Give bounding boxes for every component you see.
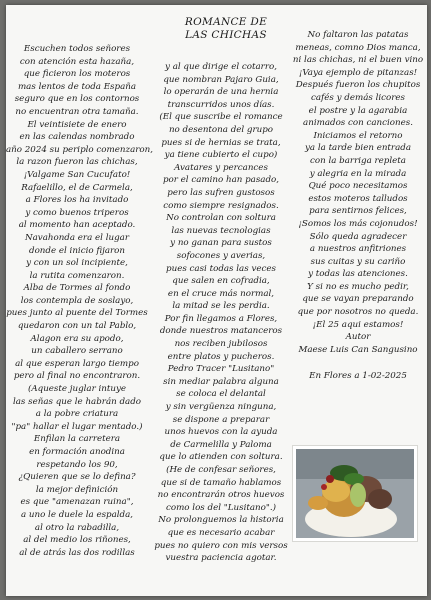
verse-line: y todas las atenciones. bbox=[308, 269, 408, 280]
verse-line: No prolonguemos la historia bbox=[158, 515, 284, 526]
verse-line: pues no quiero con mis versos bbox=[154, 540, 288, 551]
verse-line: al momento han aceptado. bbox=[18, 220, 136, 231]
verse-line: que ficieron los moteros bbox=[23, 69, 131, 80]
verse-line: Avatares y percances bbox=[174, 162, 268, 173]
verse-line: la rutita comenzaron. bbox=[29, 270, 125, 281]
verse-line: ¡Somos los más cojonudos! bbox=[298, 218, 418, 229]
verse-line: el postre y la agarabia bbox=[308, 105, 408, 116]
verse-line: Maese Luis Can Sangusino bbox=[298, 344, 418, 355]
verse-line: nos reciben jubilosos bbox=[174, 339, 268, 350]
verse-line: (He de confesar señores, bbox=[166, 465, 276, 475]
verse-line: animados con canciones. bbox=[303, 118, 413, 129]
verse-line: y como buenos triperos bbox=[25, 207, 129, 218]
verse-line: y sin vergüenza ninguna, bbox=[165, 402, 277, 413]
verse-line: Enfilan la carretera bbox=[33, 434, 121, 445]
verse-line: donde el inicio fijaron bbox=[29, 245, 125, 256]
verse-line: a la pobre criatura bbox=[35, 409, 119, 420]
verse-line: Qué poco necesitamos bbox=[308, 181, 408, 192]
verse-line: Alba de Tormes al fondo bbox=[23, 283, 131, 294]
verse-line: a uno le duele la espalda, bbox=[20, 509, 134, 520]
verse-line: Iniciamos el retorno bbox=[313, 130, 403, 141]
verse-line: Autor bbox=[345, 332, 371, 343]
verse-line: Rafaelillo, el de Carmela, bbox=[21, 182, 133, 193]
verse-line: por el camino han pasado, bbox=[162, 175, 280, 186]
verse-line: No controlan con soltura bbox=[166, 213, 276, 224]
title-line: ROMANCE DE bbox=[184, 16, 268, 28]
verse-line: y al que dirige el cotarro, bbox=[165, 62, 277, 72]
verse-line: quedaron con un tal Pablo, bbox=[17, 321, 137, 332]
verse-line: al otro la rabadilla, bbox=[34, 522, 120, 533]
verse-line: que es necesario acabar bbox=[167, 527, 275, 538]
poem-title bbox=[156, 16, 296, 42]
verse-line: ya tiene cubierto el cupo) bbox=[164, 150, 278, 161]
poem-column-3 bbox=[290, 29, 426, 383]
verse-line: sin mediar palabra alguna bbox=[163, 376, 279, 387]
verse-line: en las calendas nombrado bbox=[19, 132, 135, 143]
verse-line: al de atrás las dos rodillas bbox=[19, 547, 135, 558]
verse-line: las nuevas tecnologias bbox=[171, 225, 271, 236]
verse-line: ¡Valgame San Cucufato! bbox=[23, 169, 131, 180]
verse-line: es que "amenazan ruina", bbox=[20, 497, 134, 508]
verse-line: en formación anodina bbox=[29, 447, 125, 457]
poem-column-2 bbox=[153, 61, 289, 565]
verse-line: a Flores los ha invitado bbox=[25, 195, 129, 206]
verse-line: se dispone a preparar bbox=[172, 414, 270, 425]
verse-line: mas lentos de toda España bbox=[17, 81, 137, 92]
title-line: LAS CHICHAS bbox=[185, 29, 267, 41]
verse-line: Pedro Tracer "Lusitano" bbox=[167, 364, 275, 375]
verse-line: estos moteros talludos bbox=[308, 193, 408, 204]
verse-line: ¡Vaya ejemplo de pitanzas! bbox=[298, 67, 418, 78]
verse-line: un caballero serrano bbox=[31, 346, 123, 357]
verse-line: "pa" hallar el lugar mentado.) bbox=[11, 421, 143, 432]
verse-line: ni las chichas, ni el buen vino bbox=[292, 55, 424, 66]
verse-line: con atención esta hazaña, bbox=[19, 56, 135, 67]
verse-line: vuestra paciencia agotar. bbox=[165, 553, 277, 564]
verse-line: y con un sol incipiente, bbox=[26, 258, 128, 269]
verse-line: pues si de hernias se trata, bbox=[161, 137, 281, 148]
verse-line: (El que suscribe el romance bbox=[159, 112, 283, 123]
plate-of-food-icon bbox=[296, 449, 414, 538]
verse-line: y no ganan para sustos bbox=[170, 238, 272, 249]
verse-line: donde nuestros matanceros bbox=[159, 326, 283, 337]
verse-line: ya la tarde bien entrada bbox=[305, 143, 411, 154]
verse-line: al del medio los riñones, bbox=[23, 535, 131, 546]
poem-column-1 bbox=[6, 43, 153, 559]
verse-line: pero al final no encontraron. bbox=[13, 371, 141, 382]
verse-line: Después fueron los chupitos bbox=[295, 80, 421, 91]
verse-line: cafés y demás licores bbox=[310, 92, 406, 103]
verse-line: las señas que le habrán dado bbox=[12, 396, 142, 407]
verse-line: respetando los 90, bbox=[36, 459, 118, 470]
verse-line: (Aqueste juglar intuye bbox=[27, 384, 127, 395]
verse-line: pues junto al puente del Tormes bbox=[6, 308, 148, 319]
verse-line: que si de tamaño hablamos bbox=[160, 477, 282, 488]
verse-line: la mitad se les perdia. bbox=[172, 301, 270, 312]
food-photo bbox=[292, 445, 418, 542]
verse-line: lo operarán de una hernia bbox=[163, 87, 279, 98]
verse-line: meneas, comno Dios manca, bbox=[295, 42, 421, 53]
verse-line: seguro que en los contornos bbox=[14, 94, 140, 105]
verse-line: El veintisiete de enero bbox=[27, 119, 127, 130]
verse-line: transcurridos unos días. bbox=[167, 99, 275, 110]
verse-line: Sólo queda agradecer bbox=[309, 231, 407, 242]
verse-line: no encuentran otra tamaña. bbox=[15, 106, 139, 117]
verse-line: en el cruce más normal, bbox=[167, 288, 275, 299]
verse-line: ¿Quieren que se lo defina? bbox=[18, 472, 136, 483]
verse-line: al que esperan largo tiempo bbox=[15, 358, 139, 369]
verse-line: los contempla de soslayo, bbox=[20, 295, 134, 306]
verse-line: sus cuitas y su cariño bbox=[310, 256, 406, 267]
verse-line: entre platos y pucheros. bbox=[167, 351, 275, 362]
verse-line: se coloca el delantal bbox=[176, 389, 266, 400]
verse-line: como los del "Lusitano".) bbox=[165, 502, 277, 513]
verse-line: no desentona del grupo bbox=[168, 124, 274, 135]
verse-line: con la barriga repleta bbox=[310, 155, 406, 166]
verse-line: la mejor definición bbox=[35, 484, 119, 495]
verse-line: que salen en cofradia, bbox=[172, 276, 270, 287]
verse-line: año 2024 su periplo comenzaron, bbox=[6, 144, 153, 155]
verse-line: Navahonda era el lugar bbox=[25, 232, 129, 243]
verse-line: Por fin llegamos a Flores, bbox=[164, 313, 278, 324]
verse-line: Escuchen todos señores bbox=[23, 44, 131, 54]
verse-line: no encontrarán otros huevos bbox=[157, 490, 285, 501]
verse-line: a nuestros anfitriones bbox=[309, 244, 407, 255]
verse-line: de Carmelilla y Paloma bbox=[170, 439, 272, 450]
date-line: En Flores a 1-02-2025 bbox=[309, 371, 407, 382]
verse-line: pues casi todas las veces bbox=[166, 263, 276, 274]
verse-line: sofocones y averias, bbox=[176, 250, 266, 261]
verse-line: Alagon era su apodo, bbox=[30, 333, 124, 344]
verse-line: Y si no es mucho pedir, bbox=[307, 281, 409, 292]
verse-line: ¡El 25 aqui estamos! bbox=[312, 319, 404, 330]
verse-line: que nombran Pajaro Guia, bbox=[163, 74, 279, 85]
verse-line: como siempre resignados. bbox=[163, 200, 279, 211]
verse-line: que se vayan preparando bbox=[302, 294, 414, 305]
verse-line: y alegria en la mirada bbox=[309, 168, 407, 179]
poem-page bbox=[6, 5, 427, 596]
verse-line: pero las sufren gustosos bbox=[167, 187, 275, 198]
verse-line: la razon fueron las chichas, bbox=[16, 157, 138, 168]
verse-line: para sentirnos felices, bbox=[309, 206, 407, 217]
verse-line: unos huevos con la ayuda bbox=[164, 427, 278, 438]
verse-line: que lo atienden con soltura. bbox=[159, 452, 283, 463]
verse-line: No faltaron las patatas bbox=[307, 30, 409, 40]
verse-line: que por nosotros no queda. bbox=[297, 307, 419, 318]
